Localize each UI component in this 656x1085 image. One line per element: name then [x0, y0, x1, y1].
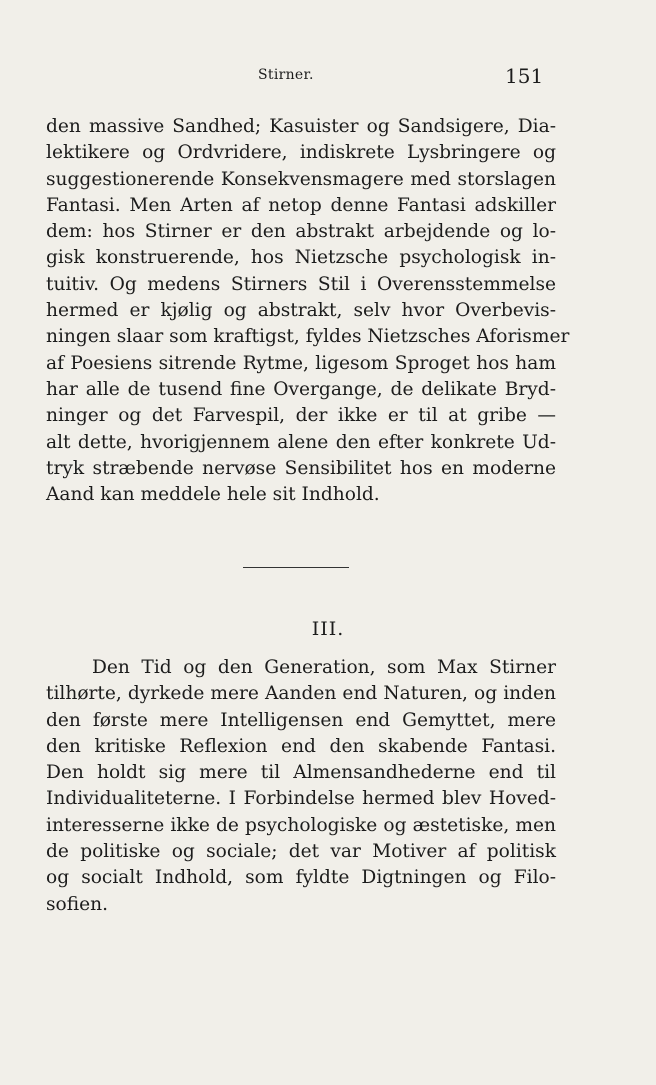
text-line: Den holdt sig mere til Almensandhederne end til: [46, 762, 556, 784]
running-head: [0, 64, 656, 88]
text-line: sofien.: [46, 893, 109, 915]
page-number: 151: [505, 64, 544, 88]
text-line: de politiske og sociale; det var Motiver af politisk: [46, 841, 556, 863]
paragraph-1: [46, 114, 570, 508]
text-line: den kritiske Reflexion end den skabende Fantasi.: [46, 735, 556, 757]
text-line: lektikere og Ordvridere, indiskrete Lysbringere og: [46, 142, 556, 164]
text-line: Aand kan meddele hele sit Indhold.: [46, 484, 380, 506]
text-line: tryk stræbende nervøse Sensibilitet hos en moderne: [46, 457, 556, 479]
text-line: suggestionerende Konsekvensmagere med storslagen: [46, 168, 556, 190]
text-line: ningen slaar som kraftigst, fyldes Nietzsches Aforismer: [46, 326, 570, 348]
text-line: gisk konstruerende, hos Nietzsche psychologisk in-: [46, 247, 556, 269]
running-title: Stirner.: [258, 67, 314, 83]
text-line: af Poesiens sitrende Rytme, ligesom Sproget hos ham: [46, 352, 556, 374]
text-line: alt dette, hvorigjennem alene den efter konkrete Ud-: [46, 431, 556, 453]
text-line: den første mere Intelligensen end Gemyttet, mere: [46, 709, 556, 731]
text-line: interesserne ikke de psychologiske og æstetiske, men: [46, 814, 556, 836]
text-line: dem: hos Stirner er den abstrakt arbejdende og lo-: [46, 221, 556, 243]
section-divider: [243, 567, 349, 568]
text-line: ninger og det Farvespil, der ikke er til at gribe —: [46, 405, 556, 427]
text-line: tuitiv. Og medens Stirners Stil i Overensstemmelse: [46, 273, 556, 295]
text-line: den massive Sandhed; Kasuister og Sandsigere, Dia-: [46, 116, 556, 137]
section-heading: III.: [311, 618, 345, 640]
text-line: tilhørte, dyrkede mere Aanden end Naturen, og inden: [46, 683, 556, 705]
text-line: og socialt Indhold, som fyldte Digtningen og Filo-: [46, 867, 556, 889]
text-line: Den Tid og den Generation, som Max Stirner: [92, 657, 556, 678]
text-line: hermed er kjølig og abstrakt, selv hvor Overbevis-: [46, 300, 556, 322]
text-line: Fantasi. Men Arten af netop denne Fantasi adskiller: [46, 194, 556, 216]
paragraph-2: [46, 655, 556, 918]
text-line: Individualiteterne. I Forbindelse hermed blev Hoved-: [46, 788, 556, 810]
text-line: har alle de tusend fine Overgange, de delikate Bryd-: [46, 378, 556, 400]
